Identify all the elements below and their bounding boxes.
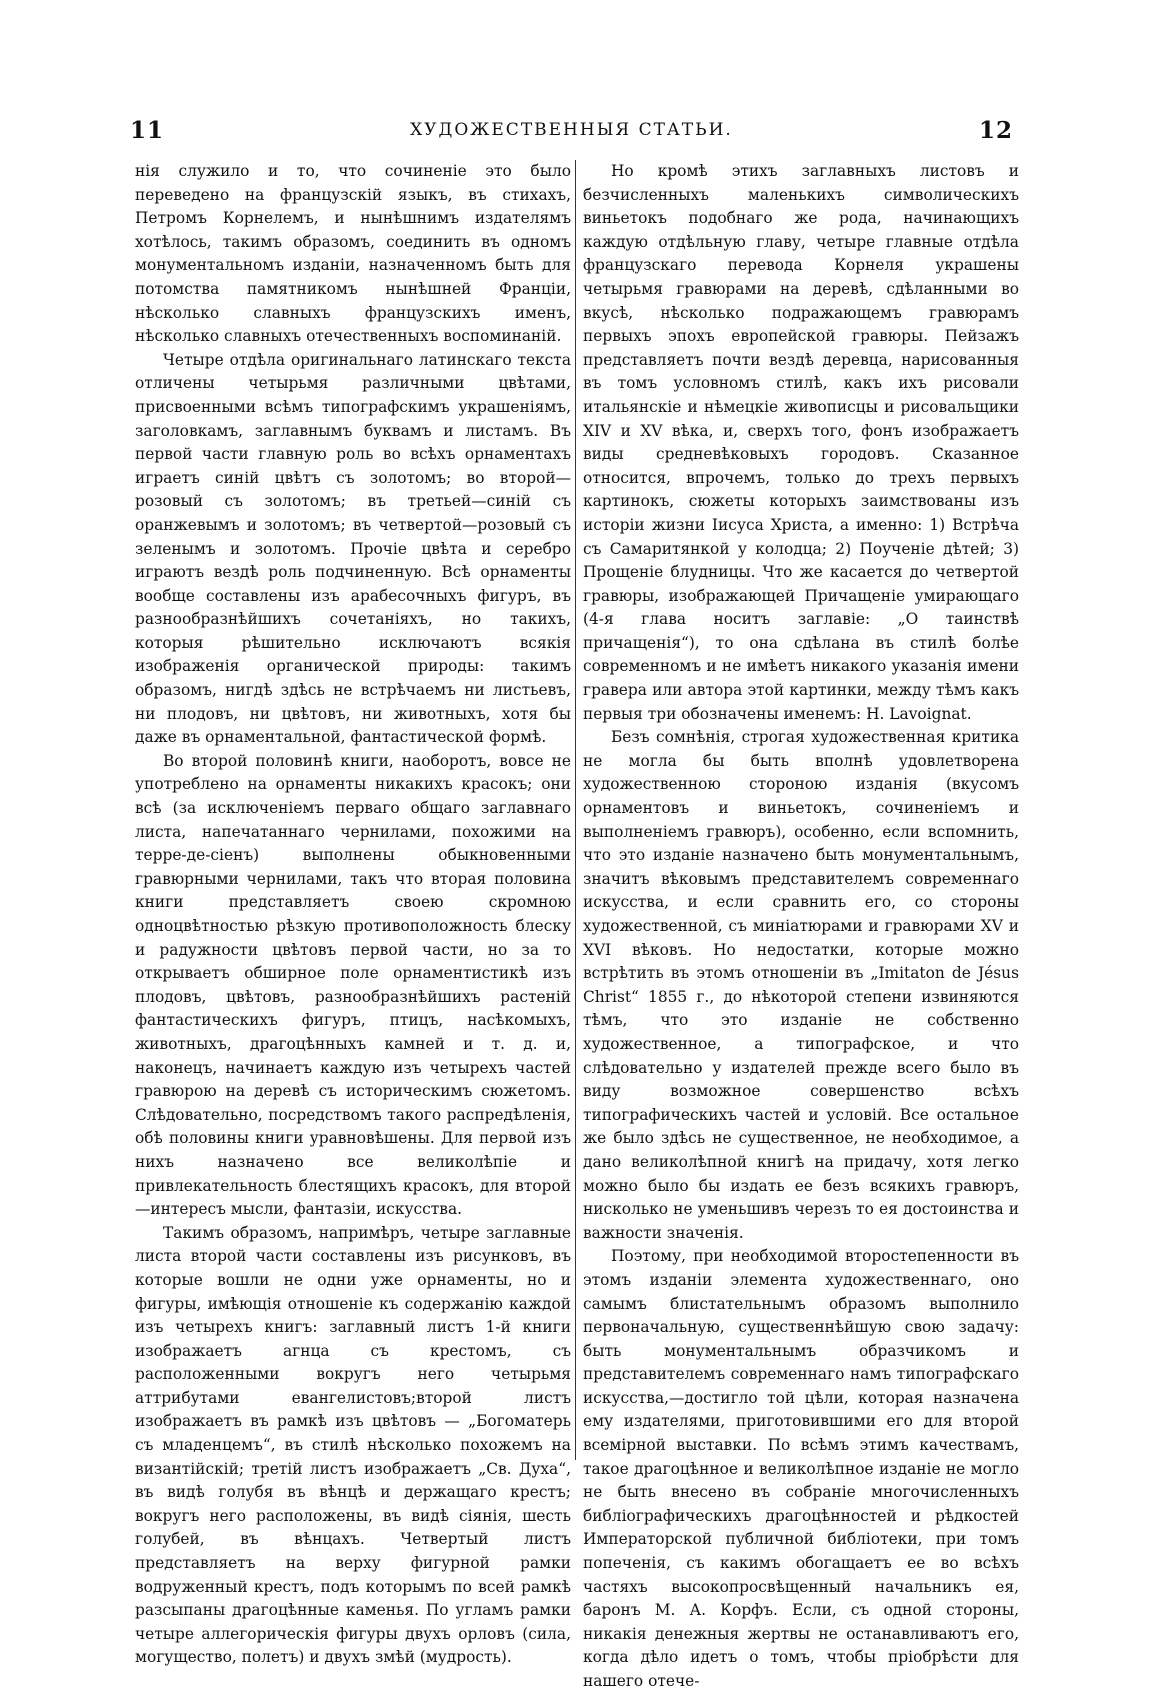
page-number-left: 11 xyxy=(130,116,165,144)
paragraph: Четыре отдѣла оригинальнаго латинскаго текста отличены четырьмя различными цвѣтами, присвоенными всѣмъ типографскимъ украшеніямъ, заголовкамъ, заглавнымъ буквамъ и листамъ. Въ первой части главную роль во всѣхъ орнаментахъ играетъ синій цвѣтъ съ золотомъ; во второй—розовый съ золотомъ; въ третьей—синій съ оранжевымъ и золотомъ; въ четвертой—розовый съ зеленымъ и золотомъ. Прочіе цвѣта и серебро играютъ вездѣ роль подчиненную. Всѣ орнаменты вообще составлены изъ арабесочныхъ фигуръ, въ разнообразнѣйшихъ сочетаніяхъ, но такихъ, которыя рѣшительно исключаютъ всякія изображенія органической природы: такимъ образомъ, нигдѣ здѣсь не встрѣчаемъ ни листьевъ, ни плодовъ, ни цвѣтовъ, ни животныхъ, хотя бы даже въ орнаментальной, фантастической формѣ. xyxy=(135,350,571,747)
column-divider xyxy=(575,160,576,1460)
paragraph: Во второй половинѣ книги, наоборотъ, вовсе не употреблено на орнаменты никакихъ красокъ; они всѣ (за исключеніемъ перваго общаго заглавнаго листа, напечатаннаго чернилами, похожими на терре-де-сіенъ) выполнены обыкновенными гравюрными чернилами, такъ что вторая половина книги представляетъ своею скромною одноцвѣтностью рѣзкую противоположность блеску и радужности цвѣтовъ первой части, но за то открываетъ обширное поле орнаментистикѣ изъ плодовъ, цвѣтовъ, разнообразнѣйшихъ растеній фантастическихъ фигуръ, птицъ, насѣкомыхъ, животныхъ, драгоцѣнныхъ камней и т. д. и, наконецъ, начинаетъ каждую изъ четырехъ частей гравюрою на деревѣ съ историческимъ сюжетомъ. Слѣдовательно, посредствомъ такого распредѣленія, обѣ половины книги уравновѣшены. Для первой изъ нихъ назначено все великолѣпіе и привлекательность блестящихъ красокъ, для второй—интересъ мысли, фантазіи, искусства. xyxy=(135,751,571,1219)
paragraph: нія служило и то, что сочиненіе это было переведено на французскій языкъ, въ стихахъ, Петромъ Корнелемъ, и нынѣшнимъ издателямъ хотѣлось, такимъ образомъ, соединить въ одномъ монументальномъ изданіи, назначенномъ быть для потомства памятникомъ нынѣшней Франціи, нѣсколько славныхъ французскихъ именъ, нѣсколько славныхъ отечественныхъ воспоминаній. xyxy=(135,162,571,346)
paragraph: Но кромѣ этихъ заглавныхъ листовъ и безчисленныхъ маленькихъ символическихъ виньетокъ подобнаго же рода, начинающихъ каждую отдѣльную главу, четыре главные отдѣла французскаго перевода Корнеля украшены четырьмя гравюрами на деревѣ, сдѣланными во вкусѣ, нѣсколько подражающемъ гравюрамъ первыхъ эпохъ европейской гравюры. Пейзажъ представляетъ почти вездѣ деревца, нарисованныя въ томъ условномъ стилѣ, какъ ихъ рисовали итальянскіе и нѣмецкіе живописцы и рисовальщики XIV и XV вѣка, и, сверхъ того, фонъ изображаетъ виды средневѣковыхъ городовъ. Сказанное относится, впрочемъ, только до трехъ первыхъ картинокъ, сюжеты которыхъ заимствованы изъ исторіи жизни Іисуса Христа, а именно: 1) Встрѣча съ Самаритянкой у колодца; 2) Поученіе дѣтей; 3) Прощеніе блудницы. Что же касается до четвертой гравюры, изображающей Причащеніе умирающаго (4-я глава носитъ заглавіе: „О таинствѣ причащенія“), то она сдѣлана въ стилѣ болѣе современномъ и не имѣетъ никакого указанія имени гравера или автора этой картинки, между тѣмъ какъ первыя три обозначены именемъ: H. Lavoignat. xyxy=(583,162,1019,723)
page-header xyxy=(130,110,1013,150)
paragraph: Такимъ образомъ, напримѣръ, четыре заглавные листа второй части составлены изъ рисунковъ, въ которые вошли не одни уже орнаменты, но и фигуры, имѣющія отношеніе къ содержанію каждой изъ четырехъ книгъ: заглавный листъ 1-й книги изображаетъ агнца съ крестомъ, съ расположенными вокругъ него четырьмя аттрибутами евангелистовъ;второй листъ изображаетъ въ рамкѣ изъ цвѣтовъ — „Богоматерь съ младенцемъ“, въ стилѣ нѣсколько похожемъ на византійскій; третій листъ изображаетъ „Св. Духа“, въ видѣ голубя въ вѣнцѣ и держащаго крестъ; вокругъ него расположены, въ видѣ сіянія, шесть голубей, въ вѣнцахъ. Четвертый листъ представляетъ на верху фигурной рамки водруженный крестъ, подъ которымъ по всей рамкѣ разсыпаны драгоцѣнные каменья. По угламъ рамки четыре аллегорическія фигуры двухъ орловъ (сила, могущество, полетъ) и двухъ змѣй (мудрость). xyxy=(135,1223,571,1667)
paragraph: Поэтому, при необходимой второстепенности въ этомъ изданіи элемента художественнаго, оно самымъ блистательнымъ образомъ выполнило первоначальную, существеннѣйшую свою задачу: быть монументальнымъ образчикомъ и представителемъ современнаго намъ типографскаго искусства,—достигло той цѣли, которая назначена ему издателями, приготовившими его для второй всемірной выставки. По всѣмъ этимъ качествамъ, такое драгоцѣнное и великолѣпное изданіе не могло не быть внесено въ собраніе многочисленныхъ библіографическихъ драгоцѣнностей и рѣдкостей Императорской публичной библіотеки, при томъ попеченія, съ какимъ обогащаетъ ее во всѣхъ частяхъ высокопросвѣщенный начальникъ ея, баронъ М. А. Корфъ. Если, съ одной стороны, никакія денежныя жертвы не останавливаютъ его, когда дѣло идетъ о томъ, чтобы пріобрѣсти для нашего отече- xyxy=(583,1247,1019,1690)
paragraph: Безъ сомнѣнія, строгая художественная критика не могла бы быть вполнѣ удовлетворена художественною стороною изданія (вкусомъ орнаментовъ и виньетокъ, сочиненіемъ и выполненіемъ гравюръ), особенно, если вспомнить, что это изданіе назначено быть монументальнымъ, значитъ вѣковымъ представителемъ современнаго искусства, и если сравнить его, со стороны художественной, съ миніатюрами и гравюрами XV и XVI вѣковъ. Но недостатки, которые можно встрѣтить въ этомъ отношеніи въ „Imitaton de Jésus Christ“ 1855 г., до нѣкоторой степени извиняются тѣмъ, что это изданіе не собственно художественное, а типографское, и что слѣдовательно у издателей прежде всего было въ виду возможное совершенство всѣхъ типографическихъ частей и условій. Все остальное же было здѣсь не существенное, не необходимое, а дано великолѣпной книгѣ на придачу, хотя легко можно было бы издать ее безъ всякихъ гравюръ, нисколько не уменьшивъ черезъ то ея достоинства и важности значенія. xyxy=(583,728,1019,1242)
running-title: ХУДОЖЕСТВЕННЫЯ СТАТЬИ. xyxy=(410,120,733,140)
page-number-right: 12 xyxy=(978,116,1013,144)
left-column xyxy=(135,160,571,1670)
right-column xyxy=(583,160,1019,1694)
